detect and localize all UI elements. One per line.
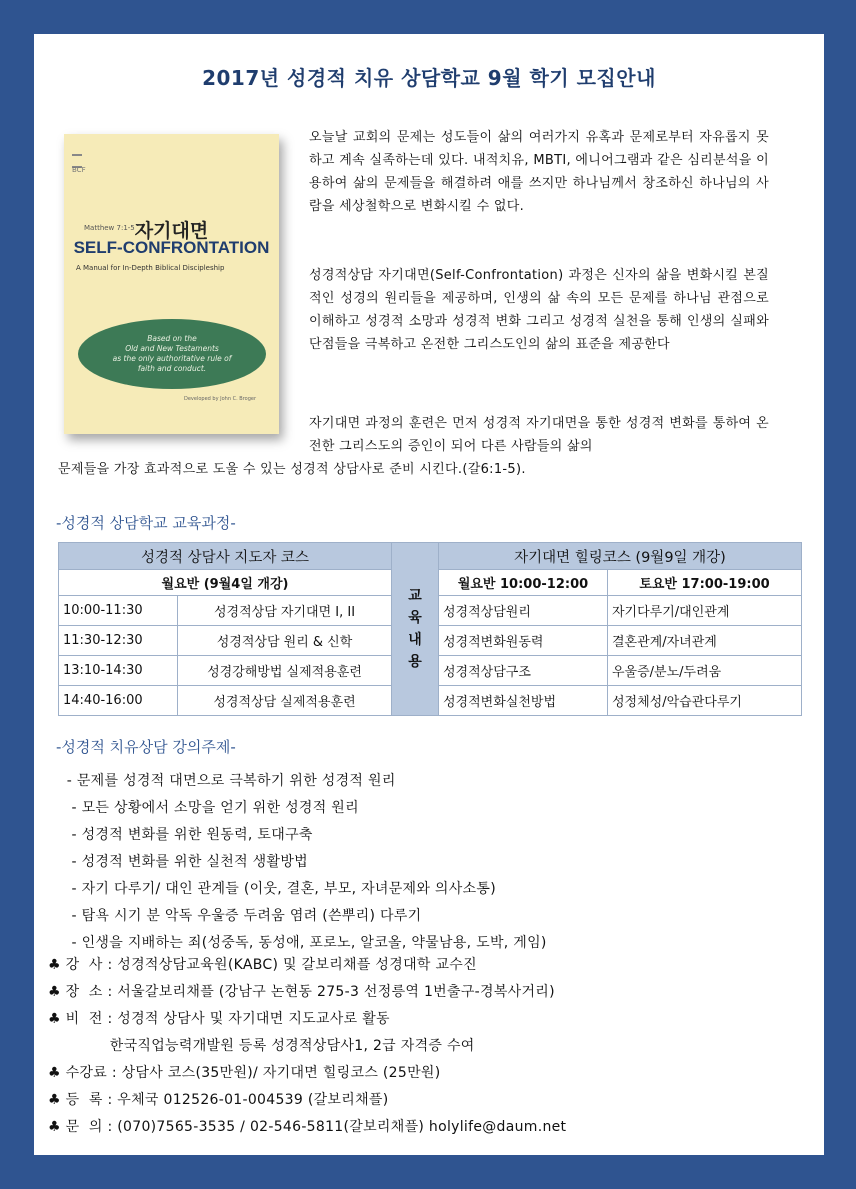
- saturday-topic-cell: 성정체성/악습관다루기: [608, 686, 802, 716]
- book-english-title: SELF-CONFRONTATION: [73, 238, 270, 257]
- list-item: - 문제를 성경적 대면으로 극복하기 위한 성경적 원리: [62, 773, 396, 789]
- topics-heading: -성경적 치유상담 강의주제-: [56, 738, 236, 756]
- monday-topic-cell: 성경적상담원리: [439, 596, 608, 626]
- list-item: - 인생을 지배하는 죄(성중독, 동성애, 포로노, 알코올, 약물남용, 도박, 게임): [62, 935, 547, 951]
- time-cell: 13:10-14:30: [59, 656, 178, 686]
- curriculum-heading: -성경적 상담학교 교육과정-: [56, 514, 236, 532]
- healing-saturday-header: 토요반 17:00-19:00: [608, 570, 802, 596]
- list-item: - 모든 상황에서 소망을 얻기 위한 성경적 원리: [62, 800, 359, 816]
- leader-course-header: 성경적 상담사 지도자 코스: [59, 543, 392, 570]
- book-subtitle: A Manual for In-Depth Biblical Discipleship: [76, 264, 225, 272]
- intro-paragraph-3: 자기대면 과정의 훈련은 먼저 성경적 자기대면을 통한 성경적 변화를 통하여 온전한 그리스도의 증인이 되어 다른 사람들의 삶의: [309, 416, 769, 454]
- time-cell: 11:30-12:30: [59, 626, 178, 656]
- book-oval-badge: [78, 319, 266, 389]
- intro-paragraph-1: 오늘날 교회의 문제는 성도들이 삶의 여러가지 유혹과 문제로부터 자유롭지 못하고 계속 실족하는데 있다. 내적치유, MBTI, 에니어그램과 같은 심리분석을 이용하여 삶의 문제들을 해결하려 애를 쓰지만 하나님께서 창조하신 하나님의 사람을 세상철학으로 변화시킬 수 없다.: [309, 130, 769, 214]
- monday-topic-cell: 성경적변화원동력: [439, 626, 608, 656]
- vision-info: ♣ 비 전 : 성경적 상담사 및 자기대면 지도교사로 활동: [48, 1011, 390, 1027]
- certificate-info: 한국직업능력개발원 등록 성경적상담사1, 2급 자격증 수여: [48, 1038, 475, 1054]
- monday-topic-cell: 성경적상담구조: [439, 656, 608, 686]
- time-cell: 14:40-16:00: [59, 686, 178, 716]
- flyer-page: [34, 34, 824, 1155]
- lesson-cell: 성경적상담 원리 & 신학: [178, 626, 392, 656]
- list-item: - 성경적 변화를 위한 실천적 생활방법: [62, 854, 308, 870]
- book-korean-title: 자기대면: [134, 220, 209, 242]
- list-item: - 탐욕 시기 분 악독 우울증 두려움 염려 (쓴뿌리) 다루기: [62, 908, 422, 924]
- instructor-info: ♣ 강 사 : 성경적상담교육원(KABC) 및 갈보리채플 성경대학 교수진: [48, 957, 477, 973]
- book-developer: Developed by John C. Broger: [184, 396, 257, 402]
- book-oval-text: Based on the Old and New Testaments as the only authoritative rule of faith and conduct.: [112, 333, 232, 374]
- monday-class-header: 월요반 (9월4일 개강): [59, 570, 392, 596]
- book-cover-image: [64, 134, 279, 434]
- curriculum-content-label: [392, 543, 439, 716]
- lesson-cell: 성경적상담 실제적용훈련: [178, 686, 392, 716]
- healing-course-header: 자기대면 힐링코스 (9월9일 개강): [439, 543, 802, 570]
- tuition-info: ♣ 수강료 : 상담사 코스(35만원)/ 자기대면 힐링코스 (25만원): [48, 1065, 441, 1081]
- book-verse: Matthew 7:1-5: [84, 224, 135, 232]
- info-list: [48, 952, 566, 1141]
- book-publisher: BCF: [72, 166, 86, 174]
- healing-monday-header: 월요반 10:00-12:00: [439, 570, 608, 596]
- lesson-cell: 성경적상담 자기대면 I, II: [178, 596, 392, 626]
- lesson-cell: 성경강해방법 실제적용훈련: [178, 656, 392, 686]
- list-item: - 자기 다루기/ 대인 관계들 (이웃, 결혼, 부모, 자녀문제와 의사소통): [62, 881, 496, 897]
- topics-list: [62, 768, 547, 957]
- location-info: ♣ 장 소 : 서울갈보리채플 (강남구 논현동 275-3 선정릉역 1번출구-경복사거리): [48, 984, 555, 1000]
- curriculum-content-text: 교 육 내 용: [408, 588, 422, 670]
- time-cell: 10:00-11:30: [59, 596, 178, 626]
- saturday-topic-cell: 결혼관계/자녀관계: [608, 626, 802, 656]
- list-item: - 성경적 변화를 위한 원동력, 토대구축: [62, 827, 313, 843]
- saturday-topic-cell: 자기다루기/대인관계: [608, 596, 802, 626]
- page-title: 2017년 성경적 치유 상담학교 9월 학기 모집안내: [202, 66, 656, 90]
- monday-topic-cell: 성경적변화실천방법: [439, 686, 608, 716]
- registration-info: ♣ 등 록 : 우체국 012526-01-004539 (갈보리채플): [48, 1092, 389, 1108]
- contact-info: ♣ 문 의 : (070)7565-3535 / 02-546-5811(갈보리채플) holylife@daum.net: [48, 1119, 567, 1135]
- intro-paragraph-2: 성경적상담 자기대면(Self-Confrontation) 과정은 신자의 삶을 변화시킬 본질적인 성경의 원리들을 제공하며, 인생의 삶 속의 모든 문제를 하나님 관점으로 이해하고 성경적 소망과 성경적 변화 그리고 성경적 실천을 통해 인생의 실패와 단점들을 극복하고 온전한 그리스도인의 삶의 표준을 제공한다: [309, 268, 769, 352]
- intro-paragraph-3-continued: 문제들을 가장 효과적으로 도울 수 있는 성경적 상담사로 준비 시킨다.(갈6:1-5).: [58, 462, 526, 477]
- saturday-topic-cell: 우울증/분노/두려움: [608, 656, 802, 686]
- curriculum-table: [58, 542, 802, 716]
